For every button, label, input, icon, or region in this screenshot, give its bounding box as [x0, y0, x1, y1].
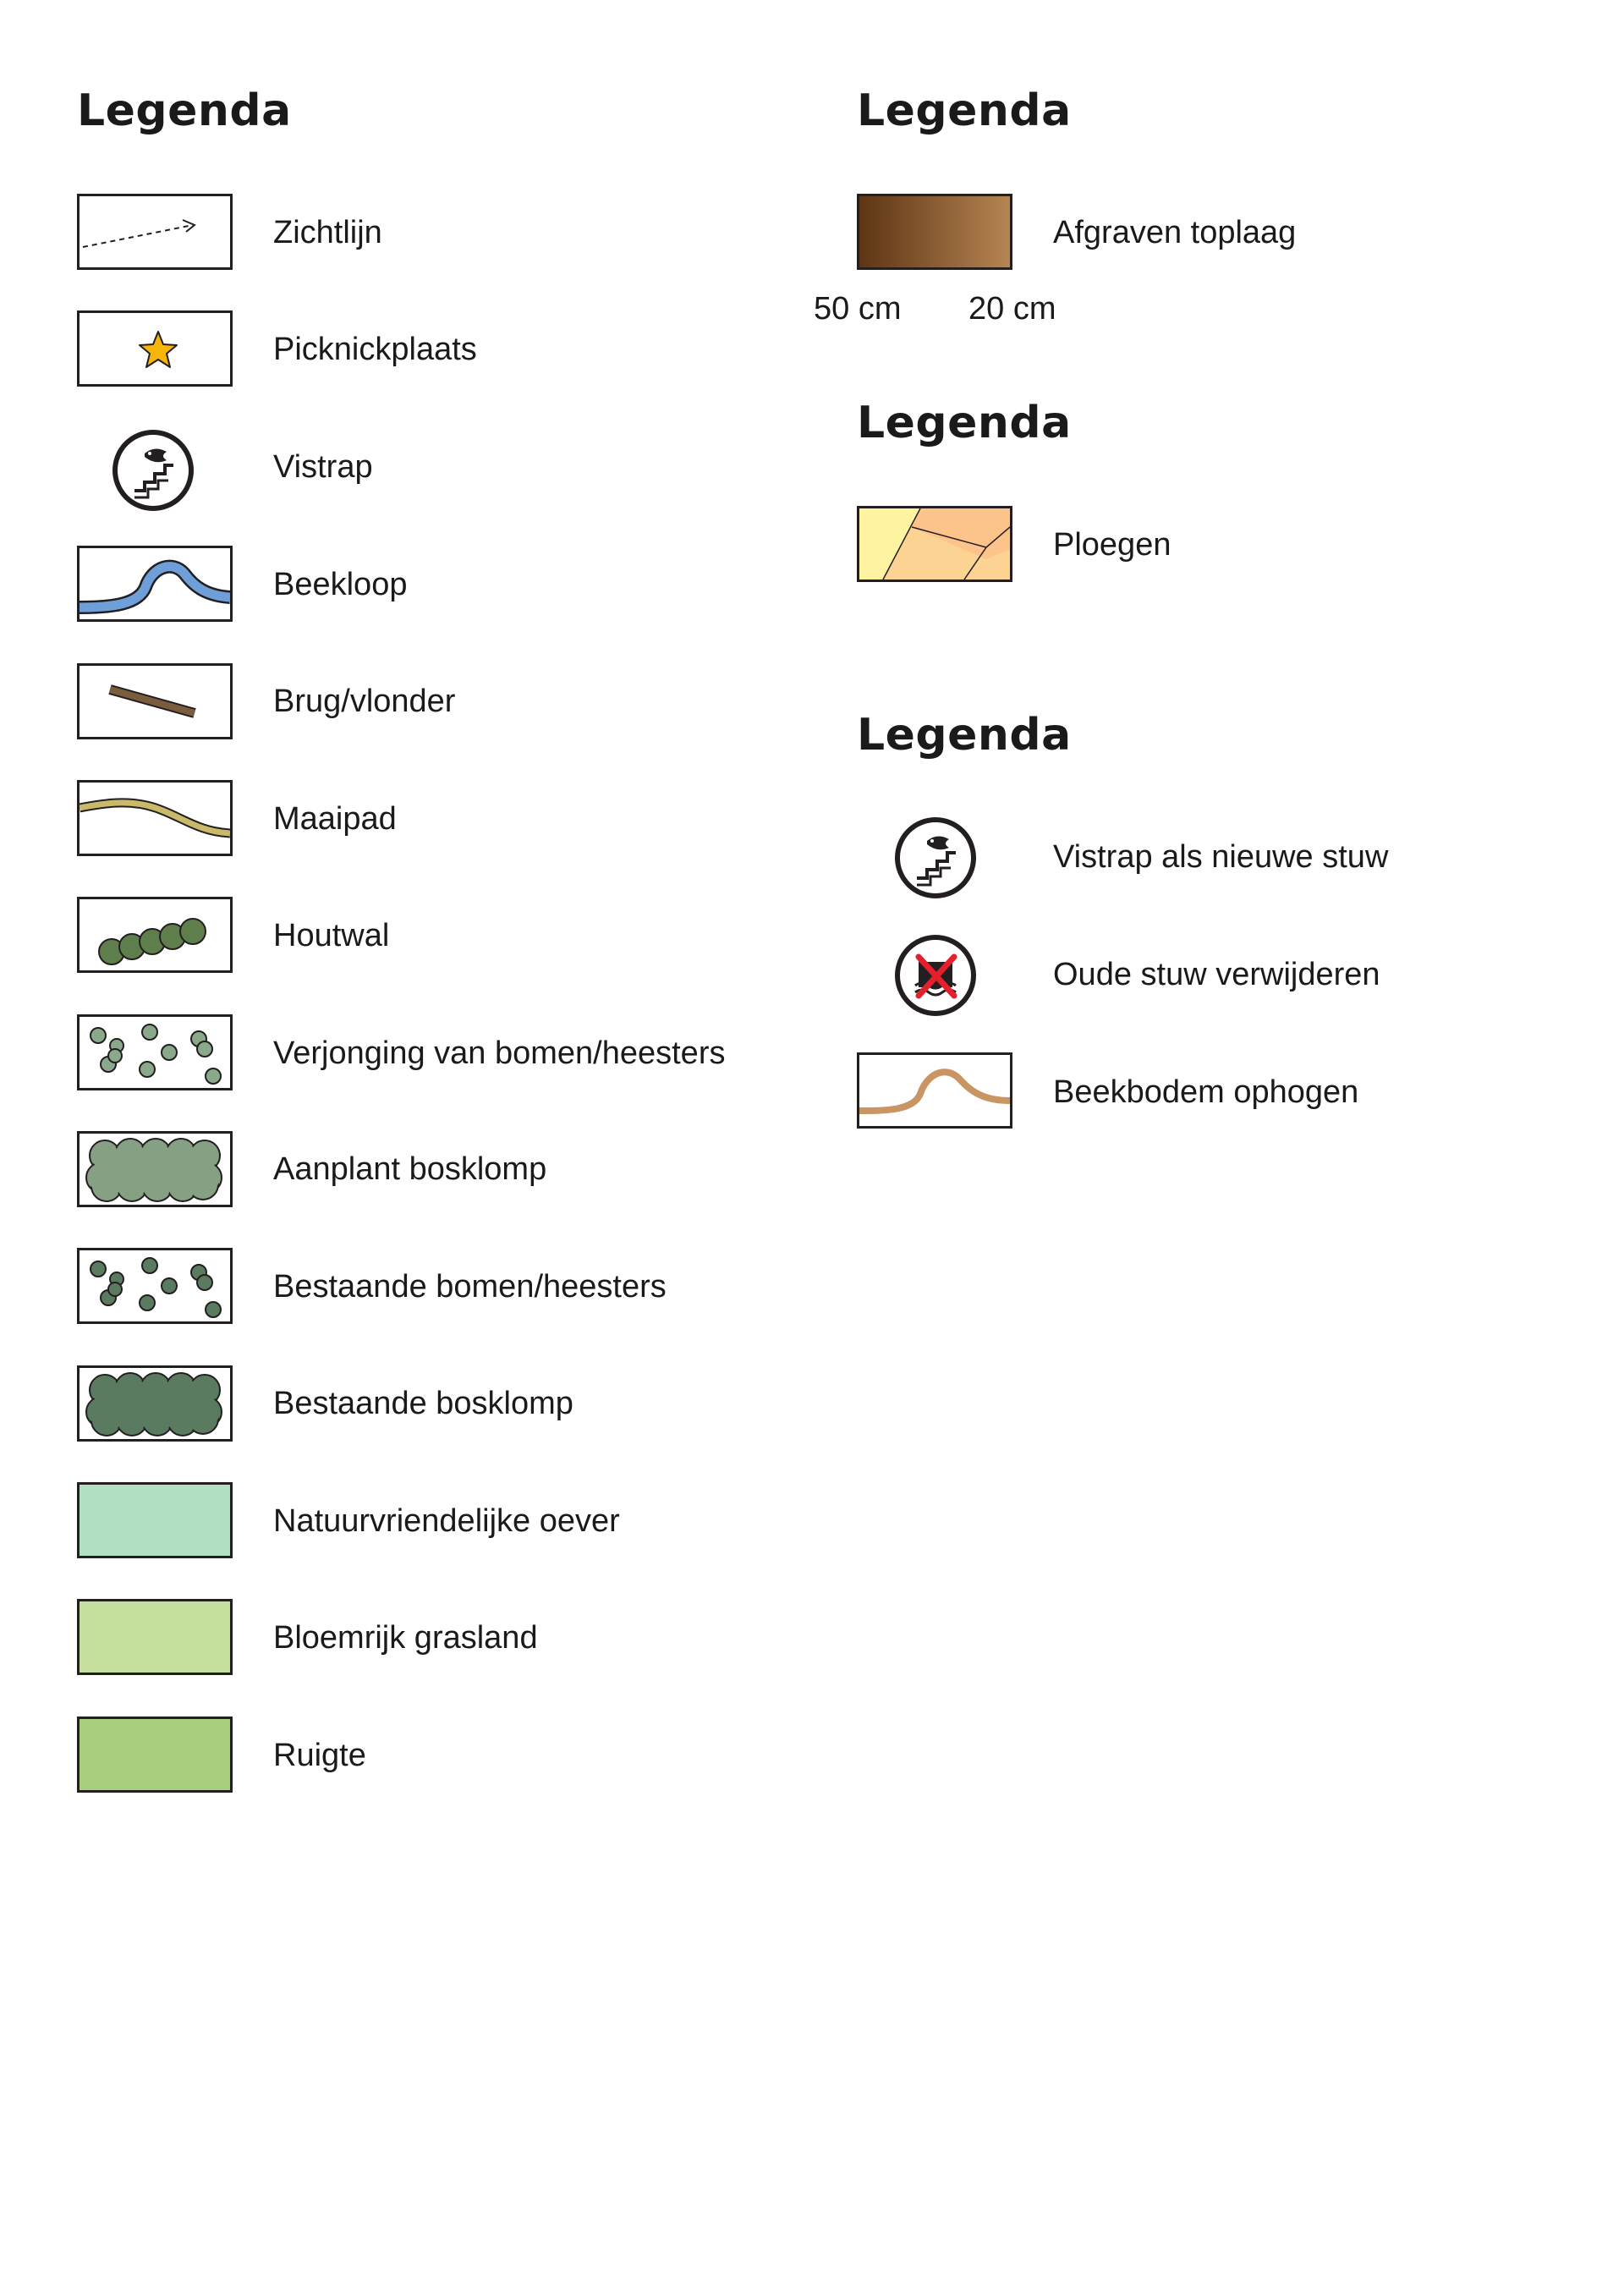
legend-label-aanplant-bosklomp: Aanplant bosklomp — [273, 1151, 547, 1187]
existing-woodland-icon — [77, 1365, 233, 1442]
bridge-icon — [77, 663, 233, 739]
legend-label-beekloop: Beekloop — [273, 567, 408, 602]
legend-label-vistrap: Vistrap — [273, 449, 373, 485]
legend-label-natuurvriendelijke-oever: Natuurvriendelijke oever — [273, 1503, 620, 1539]
legend-label-bloemrijk-grasland: Bloemrijk grasland — [273, 1620, 538, 1656]
remove-weir-icon — [893, 933, 978, 1018]
fish-ladder-icon — [111, 428, 195, 513]
legend-label-afgraven-toplaag: Afgraven toplaag — [1053, 215, 1297, 250]
star-icon — [77, 310, 233, 387]
new-woodland-icon — [77, 1131, 233, 1207]
legend-label-vistrap-nieuwe-stuw: Vistrap als nieuwe stuw — [1053, 839, 1389, 875]
hedgerow-icon — [77, 897, 233, 973]
legend-label-houtwal: Houtwal — [273, 918, 390, 953]
gradient-start-label: 50 cm — [814, 291, 902, 327]
flower-grassland-swatch — [77, 1599, 233, 1675]
existing-trees-icon — [77, 1248, 233, 1324]
legend-label-ruigte: Ruigte — [273, 1738, 366, 1773]
legend-label-beekbodem-ophogen: Beekbodem ophogen — [1053, 1074, 1359, 1110]
legend-label-oude-stuw-verwijderen: Oude stuw verwijderen — [1053, 957, 1380, 992]
raise-streambed-icon — [857, 1052, 1012, 1129]
mow-path-icon — [77, 780, 233, 856]
fish-ladder-weir-icon — [893, 816, 978, 900]
stream-icon — [77, 546, 233, 622]
legend-label-brug-vlonder: Brug/vlonder — [273, 684, 456, 719]
plough-icon — [857, 506, 1012, 582]
legend-label-bestaande-bosklomp: Bestaande bosklomp — [273, 1386, 573, 1421]
young-trees-icon — [77, 1014, 233, 1090]
right-legend-2-title: Legenda — [857, 398, 1072, 448]
sightline-icon — [77, 194, 233, 270]
right-legend-1-title: Legenda — [857, 85, 1072, 136]
gradient-end-label: 20 cm — [968, 291, 1056, 327]
legend-label-ploegen: Ploegen — [1053, 527, 1171, 563]
excavation-gradient-swatch — [857, 194, 1012, 270]
legend-label-maaipad: Maaipad — [273, 801, 397, 837]
left-legend-title: Legenda — [77, 85, 292, 136]
right-legend-3-title: Legenda — [857, 710, 1072, 761]
legend-label-verjonging: Verjonging van bomen/heesters — [273, 1035, 726, 1071]
nature-bank-swatch — [77, 1482, 233, 1558]
legend-label-picknickplaats: Picknickplaats — [273, 332, 477, 367]
legend-label-bestaande-bomen: Bestaande bomen/heesters — [273, 1269, 667, 1305]
legend-label-zichtlijn: Zichtlijn — [273, 215, 382, 250]
rough-vegetation-swatch — [77, 1717, 233, 1793]
